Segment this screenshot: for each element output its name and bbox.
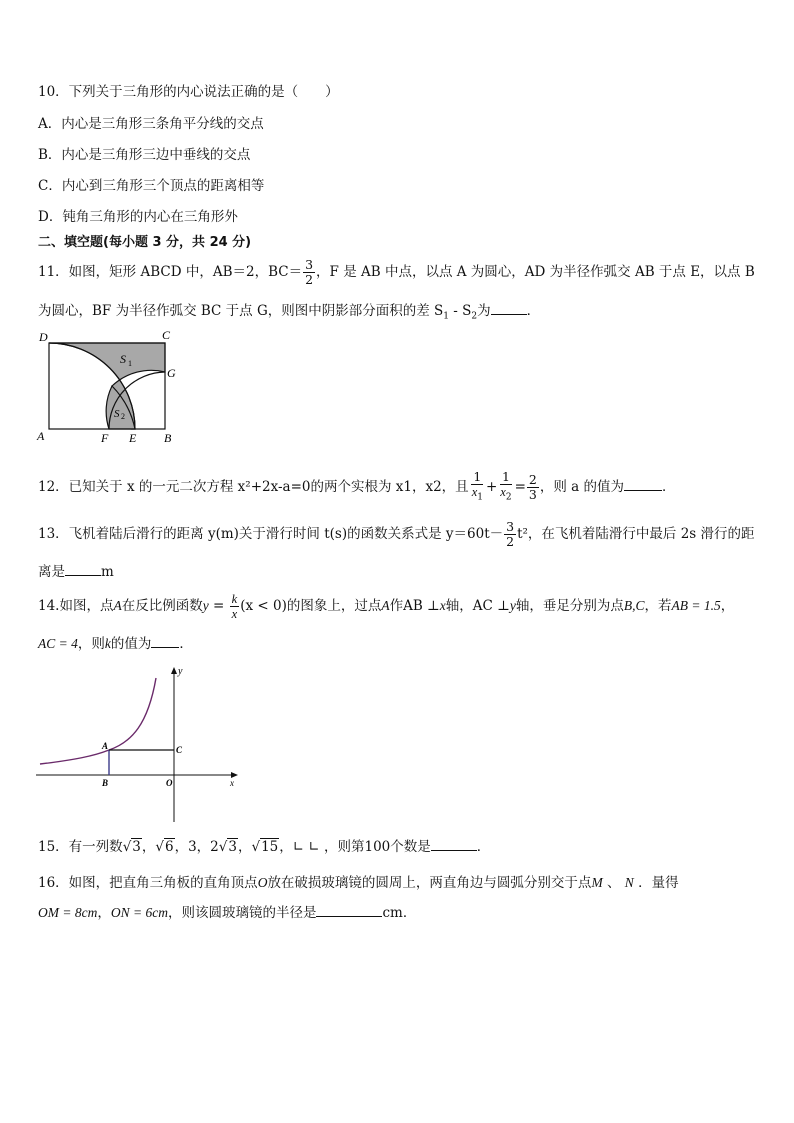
- q14-text-5: 轴，AC ⊥: [445, 598, 510, 614]
- q16-separator: 、: [602, 875, 625, 891]
- q14-text-9: 的值为: [110, 636, 152, 652]
- sqrt-6-radicand: 6: [165, 839, 174, 855]
- q15-end: ．: [476, 839, 491, 855]
- q12-f1-den: [470, 485, 485, 505]
- q16-text-2: 放在破损玻璃镜的圆周上，两直角边与圆弧分别交于点: [267, 875, 592, 891]
- q16-comma: ，: [97, 905, 111, 921]
- q14-text-1: 14.如图，点: [38, 598, 114, 614]
- q14-end: ．: [179, 636, 193, 652]
- q11-end: ．: [526, 303, 541, 319]
- q12-frac-2: [498, 470, 513, 505]
- label-g: G: [167, 366, 176, 380]
- sqrt-3b-radicand: 3: [228, 839, 237, 855]
- q14-answer-blank[interactable]: [151, 635, 179, 648]
- q14-point-a: A: [113, 598, 122, 613]
- sqrt-15: √15: [251, 839, 279, 855]
- q14-x-axis: x: [439, 598, 446, 613]
- q14-line1: [38, 592, 734, 621]
- q13-answer-blank[interactable]: [65, 563, 101, 576]
- sqrt-15-radicand: 15: [261, 839, 279, 855]
- q14-comma: ，: [720, 598, 735, 614]
- q11-figure: [34, 326, 184, 448]
- label-s2-sub: 2: [121, 412, 125, 421]
- q16-end: ．: [402, 905, 417, 921]
- q12-frac-1: [470, 470, 485, 505]
- q16-text-1: 16．如图，把直角三角板的直角顶点: [38, 875, 258, 891]
- label-s1: S: [120, 352, 126, 366]
- q15-comma-3: ，: [237, 839, 252, 855]
- q13-text-2: t²，在飞机着陆滑行中最后 2s 滑行的距: [517, 526, 755, 542]
- q14-text-6: 轴，垂足分别为点: [515, 598, 624, 614]
- label-c: C: [162, 328, 171, 342]
- q11-text-2: ，F 是 AB 中点，以点 A 为圆心，AD 为半径作弧交 AB 于点 E，以点 B: [316, 264, 755, 280]
- q14-frac-k: k: [231, 592, 238, 606]
- q14-text-7: ，若: [644, 598, 672, 614]
- q14-text-2: 在反比例函数: [121, 598, 203, 614]
- q12-f2-den-x: x: [500, 485, 506, 499]
- q14-y-axis: y: [509, 598, 516, 613]
- q14-figure: [34, 664, 244, 824]
- q10-option-a: A．内心是三角形三条角平分线的交点: [38, 116, 264, 132]
- q13-text-1: 13．飞机着陆后滑行的距离 y(m)关于滑行时间 t(s)的函数关系式是 y＝60t－: [38, 526, 504, 542]
- fig-label-c: C: [176, 745, 183, 755]
- q13-unit: m: [101, 564, 114, 580]
- q14-text-8: ，则: [77, 636, 105, 652]
- q15-answer-blank[interactable]: [431, 838, 477, 851]
- label-s1-sub: 1: [128, 359, 132, 368]
- q16-text-3: ．量得: [633, 875, 679, 891]
- y-axis-arrow: [171, 667, 177, 674]
- q12-f3-num: 2: [528, 471, 537, 487]
- label-s2: S: [114, 408, 120, 420]
- label-f: F: [101, 431, 109, 445]
- q16-point-m: M: [591, 875, 603, 890]
- q12-f1-den-sub: 1: [477, 492, 483, 503]
- q16-point-n: N: [624, 875, 634, 890]
- q11-line1: [38, 258, 755, 287]
- q15-text-2: ，3，2: [174, 839, 219, 855]
- q10-option-c: C．内心到三角形三个顶点的距离相等: [38, 178, 265, 194]
- q14-condition: (x < 0): [240, 598, 287, 614]
- label-d: D: [39, 330, 48, 344]
- q12-f1-den-x: x: [471, 485, 478, 499]
- q12-f2-den-sub: 2: [505, 492, 512, 503]
- q14-text-3: 的图象上，过点: [286, 598, 382, 614]
- q16-line1: [38, 874, 679, 892]
- q11-answer-blank[interactable]: [491, 302, 527, 315]
- q15-comma-1: ，: [141, 839, 156, 855]
- fig-label-x: x: [230, 778, 234, 788]
- q11-frac-den: 2: [305, 272, 314, 287]
- q16-om-value: OM = 8cm: [38, 905, 98, 920]
- q15-line: [38, 837, 490, 857]
- q10-option-b: B．内心是三角形三边中垂线的交点: [38, 147, 251, 163]
- q11-line2: [38, 302, 540, 326]
- q10-option-d: D．钝角三角形的内心在三角形外: [38, 209, 238, 225]
- q12-f2-num: 1: [501, 469, 510, 484]
- sqrt-3-radicand: 3: [132, 839, 141, 855]
- q12-equals: =: [514, 478, 526, 495]
- q13-text-3: 离是: [38, 564, 65, 580]
- q11-sub2: 2: [471, 311, 478, 322]
- fig-label-o: O: [166, 778, 173, 788]
- sqrt-6: √6: [155, 839, 174, 855]
- q15-text-3: ，∟ ∟ ，则第100个数是: [279, 839, 431, 855]
- q13-frac-den: 2: [506, 534, 515, 549]
- q12-f2-den: [498, 485, 513, 505]
- sqrt-3-b: √3: [218, 839, 237, 855]
- q12-text-1: 12．已知关于 x 的一元二次方程 x²+2x-a=0的两个实根为 x1，x2，且: [38, 478, 469, 495]
- fig-label-y: y: [178, 666, 183, 677]
- fig-label-a: A: [102, 741, 109, 751]
- q14-k-var: k: [104, 636, 111, 651]
- q12-f3-den: 3: [528, 486, 537, 502]
- q14-text-4: 作AB ⊥: [389, 598, 440, 614]
- q13-frac-num: 3: [506, 519, 515, 534]
- q16-line2: [38, 904, 416, 922]
- q13-fraction: [504, 520, 516, 549]
- q11-text-3: 为圆心，BF 为半径作弧交 BC 于点 G，则图中阴影部分面积的差 S: [38, 303, 444, 319]
- q11-fraction: [303, 258, 315, 287]
- q14-y-var: y: [202, 598, 209, 613]
- section-heading: 二、填空题(每小题 3 分，共 24 分): [38, 235, 252, 250]
- q14-ac-value: AC = 4: [38, 636, 78, 651]
- q12-end: ．: [662, 478, 676, 495]
- q16-text-4: ，则该圆玻璃镜的半径是: [167, 905, 317, 921]
- q14-point-a-2: A: [381, 598, 390, 613]
- q14-ab-value: AB = 1.5: [671, 598, 721, 613]
- sqrt-3: √3: [122, 839, 141, 855]
- q11-text-1: 11．如图，矩形 ABCD 中，AB＝2，BC＝: [38, 264, 303, 280]
- q16-point-o: O: [257, 875, 268, 890]
- q16-on-value: ON = 6cm: [110, 905, 168, 920]
- q14-points-bc: B,C: [623, 598, 645, 613]
- q16-unit: cm: [382, 905, 403, 921]
- q12-answer-blank[interactable]: [624, 478, 662, 491]
- q12-f1-num: 1: [473, 469, 482, 484]
- q14-eq-sign: =: [208, 598, 229, 614]
- q12-plus: +: [485, 478, 498, 495]
- q10-stem: 10．下列关于三角形的内心说法正确的是（ ）: [38, 84, 339, 100]
- q11-text-4: 为: [477, 303, 491, 319]
- fig-label-b: B: [102, 778, 109, 788]
- q14-frac-x: x: [231, 607, 238, 621]
- q11-dash: - S: [449, 303, 472, 319]
- label-b: B: [164, 431, 172, 445]
- hyperbola-curve: [40, 678, 156, 764]
- q13-line2: [38, 563, 114, 581]
- label-a: A: [37, 429, 45, 443]
- label-e: E: [129, 431, 137, 445]
- q11-frac-num: 3: [305, 257, 314, 272]
- q15-text-1: 15．有一列数: [38, 839, 123, 855]
- q14-fraction-k-over-x: [230, 592, 240, 621]
- q11-sub1: 1: [443, 311, 450, 322]
- q12-line: [38, 470, 676, 505]
- q13-line1: [38, 520, 755, 549]
- q12-frac-3: [527, 473, 539, 502]
- q14-line2: [38, 635, 193, 653]
- q16-answer-blank[interactable]: [316, 904, 382, 917]
- q12-text-2: ，则 a 的值为: [539, 478, 624, 495]
